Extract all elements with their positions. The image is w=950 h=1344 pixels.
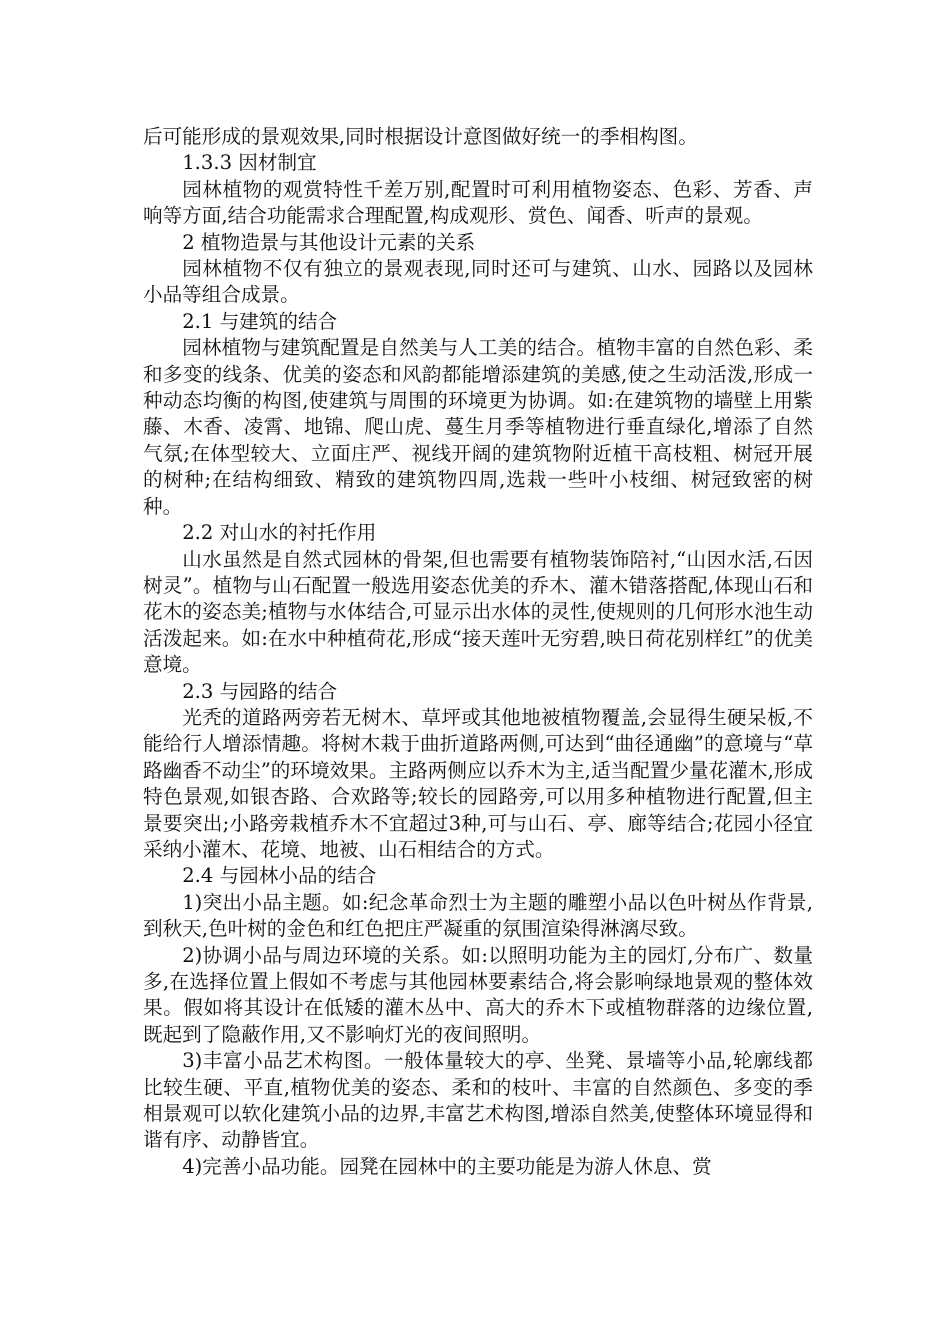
section-heading-1-3-3: 1.3.3 因材制宜	[182, 151, 317, 175]
section-body-1-3-3: 园林植物的观赏特性千差万别,配置时可利用植物姿态、色彩、芳香、声响等方面,结合功能需求合理配置,构成观形、赏色、闻香、听声的景观。	[143, 177, 813, 228]
section-heading-2-2: 2.2 对山水的衬托作用	[182, 521, 377, 545]
section-heading-2-3: 2.3 与园路的结合	[182, 679, 338, 703]
list-item-2-4-4: 4)完善小品功能。园凳在园林中的主要功能是为游人休息、赏	[182, 1154, 712, 1178]
section-body-2-2: 山水虽然是自然式园林的骨架,但也需要有植物装饰陪衬,“山因水活,石因树灵”。植物与山石配置一般选用姿态优美的乔木、灌木错落搭配,体现山石和花木的姿态美;植物与水体结合,可显示出水体的灵性,使规则的几何形水池生动活泼起来。如:在水中种植荷花,形成“接天莲叶无穷碧,映日荷花别样红”的优美意境。	[143, 547, 813, 677]
list-item-2-4-2: 2)协调小品与周边环境的关系。如:以照明功能为主的园灯,分布广、数量多,在选择位置上假如不考虑与其他园林要素结合,将会影响绿地景观的整体效果。假如将其设计在低矮的灌木丛中、高大的乔木下或植物群落的边缘位置,既起到了隐蔽作用,又不影响灯光的夜间照明。	[143, 943, 813, 1046]
section-heading-2: 2 植物造景与其他设计元素的关系	[182, 230, 476, 254]
section-body-2-1: 园林植物与建筑配置是自然美与人工美的结合。植物丰富的自然色彩、柔和多变的线条、优美的姿态和风韵都能增添建筑的美感,使之生动活泼,形成一种动态均衡的构图,使建筑与周围的环境更为协调。如:在建筑物的墙壁上用紫藤、木香、凌霄、地锦、爬山虎、蔓生月季等植物进行垂直绿化,增添了自然气氛;在体型较大、立面庄严、视线开阔的建筑物附近植干高枝粗、树冠开展的树种;在结构细致、精致的建筑物四周,选栽一些叶小枝细、树冠致密的树种。	[143, 336, 813, 518]
section-heading-2-1: 2.1 与建筑的结合	[182, 309, 338, 333]
section-body-2-3: 光秃的道路两旁若无树木、草坪或其他地被植物覆盖,会显得生硬呆板,不能给行人增添情趣。将树木栽于曲折道路两侧,可达到“曲径通幽”的意境与“草路幽香不动尘”的环境效果。主路两侧应以乔木为主,适当配置少量花灌木,形成特色景观,如银杏路、合欢路等;较长的园路旁,可以用多种植物进行配置,但主景要突出;小路旁栽植乔木不宜超过3种,可与山石、亭、廊等结合;花园小径宜采纳小灌木、花境、地被、山石相结合的方式。	[143, 705, 813, 861]
section-heading-2-4: 2.4 与园林小品的结合	[182, 864, 377, 888]
list-item-2-4-1: 1)突出小品主题。如:纪念革命烈士为主题的雕塑小品以色叶树丛作背景,到秋天,色叶树的金色和红色把庄严凝重的氛围渲染得淋漓尽致。	[143, 890, 813, 941]
list-item-2-4-3: 3)丰富小品艺术构图。一般体量较大的亭、坐凳、景墙等小品,轮廓线都比较生硬、平直,植物优美的姿态、柔和的枝叶、丰富的自然颜色、多变的季相景观可以软化建筑小品的边界,丰富艺术构图,增添自然美,使整体环境显得和谐有序、动静皆宜。	[143, 1049, 813, 1152]
section-body-2: 园林植物不仅有独立的景观表现,同时还可与建筑、山水、园路以及园林小品等组合成景。	[143, 257, 813, 307]
document-body	[143, 124, 813, 1180]
continuation-paragraph: 后可能形成的景观效果,同时根据设计意图做好统一的季相构图。	[143, 125, 698, 148]
